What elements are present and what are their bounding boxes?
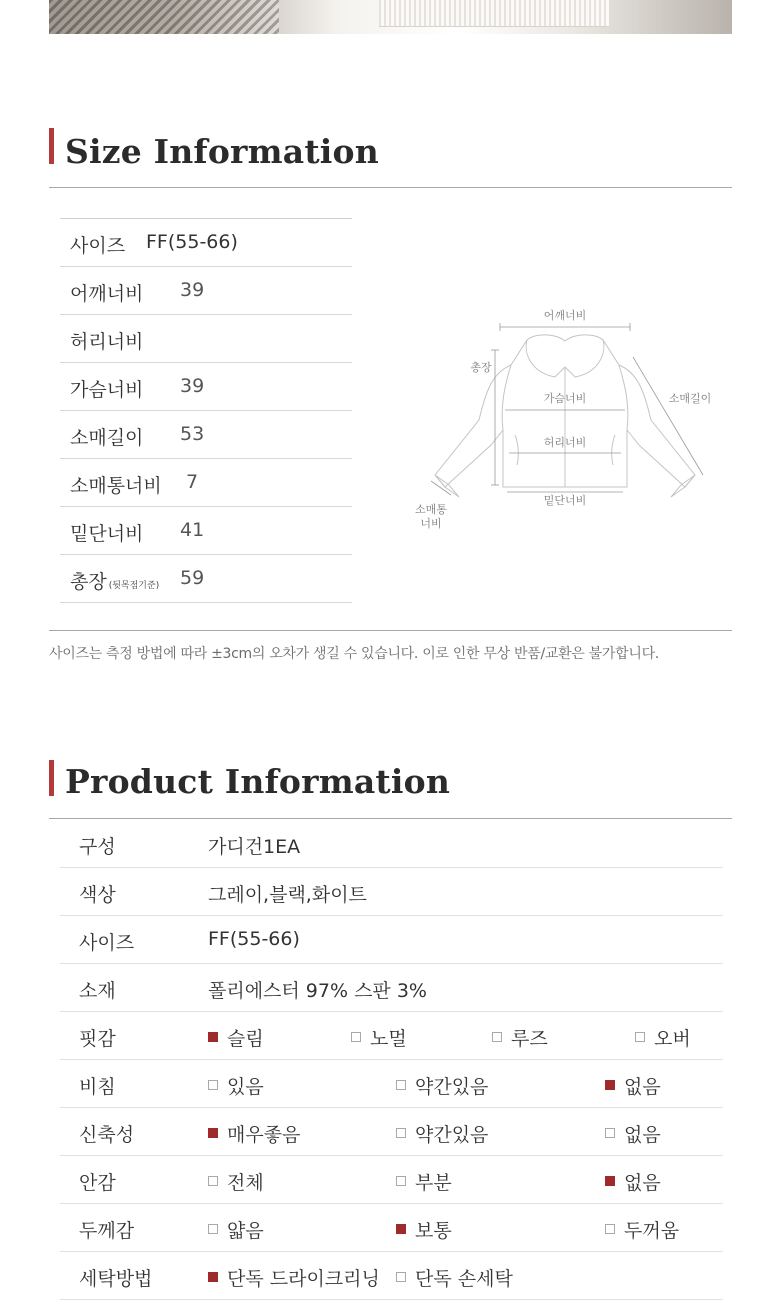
option-slightly (396, 1120, 488, 1147)
option-text: 단독 손세탁 (415, 1268, 513, 1290)
product-row-label: 신축성 (79, 1124, 135, 1146)
product-row-label: 두께감 (79, 1220, 135, 1242)
diagram-label-chest: 가슴너비 (543, 392, 587, 405)
option-medium (396, 1216, 452, 1243)
option-partial (396, 1168, 452, 1195)
size-row-cuff (60, 459, 352, 507)
diagram-label-waist: 허리너비 (543, 436, 587, 449)
size-row-waist (60, 315, 352, 363)
option-dry-clean (208, 1264, 380, 1291)
size-section-title (49, 128, 379, 176)
option-full (208, 1168, 264, 1195)
option-hand-wash (396, 1264, 513, 1291)
product-row-fit (60, 1012, 723, 1060)
size-row-label-note: (뒷목점기준) (108, 581, 160, 591)
size-title-text: Size Information (65, 132, 379, 171)
checkbox (396, 1080, 406, 1090)
option-text: 약간있음 (415, 1076, 489, 1098)
product-row-value: FF(55-66) (208, 928, 300, 950)
option-yes (208, 1072, 264, 1099)
garment-size-diagram (405, 295, 725, 545)
option-text: 오버 (654, 1028, 691, 1050)
checkbox (605, 1176, 615, 1186)
size-row-label: 사이즈 (70, 235, 126, 257)
product-row-lining (60, 1156, 723, 1204)
size-row-value: 53 (180, 423, 205, 445)
checkbox (208, 1224, 218, 1234)
product-row-color (60, 868, 723, 916)
option-text: 보통 (415, 1220, 452, 1242)
size-row-label: 허리너비 (70, 331, 144, 353)
checkbox (208, 1176, 218, 1186)
product-row-label: 세탁방법 (79, 1268, 153, 1290)
size-table (60, 218, 352, 603)
product-row-label: 안감 (79, 1172, 116, 1194)
option-very-good (208, 1120, 300, 1147)
option-slim (208, 1024, 264, 1051)
option-text: 전체 (227, 1172, 264, 1194)
product-row-value: 폴리에스터 97% 스판 3% (208, 980, 427, 1002)
option-text: 얇음 (227, 1220, 264, 1242)
checkbox (208, 1080, 218, 1090)
option-text: 없음 (624, 1076, 661, 1098)
product-table (60, 820, 723, 1300)
size-table-bottom-divider (49, 630, 732, 631)
checkbox (605, 1224, 615, 1234)
product-photo (49, 0, 732, 34)
size-row-value: FF(55-66) (146, 231, 238, 253)
size-row-sleeve (60, 411, 352, 459)
size-row-length (60, 555, 352, 603)
product-row-label: 사이즈 (79, 932, 135, 954)
product-row-value: 가디건1EA (208, 836, 301, 858)
option-slightly (396, 1072, 488, 1099)
title-accent-bar (49, 128, 54, 164)
checkbox (208, 1128, 218, 1138)
option-text: 있음 (227, 1076, 264, 1098)
product-title-text: Product Information (65, 762, 451, 801)
size-row-size (60, 219, 352, 267)
size-row-label (70, 567, 159, 594)
option-loose (492, 1024, 548, 1051)
size-row-chest (60, 363, 352, 411)
checkbox (635, 1032, 645, 1042)
size-disclaimer: 사이즈는 측정 방법에 따라 ±3cm의 오차가 생길 수 있습니다. 이로 인한 무상 반품/교환은 불가합니다. (49, 646, 659, 662)
product-row-sheerness (60, 1060, 723, 1108)
size-row-label: 소매길이 (70, 427, 144, 449)
option-none (605, 1120, 661, 1147)
option-text: 단독 드라이크리닝 (227, 1268, 380, 1290)
option-text: 루즈 (511, 1028, 548, 1050)
option-thin (208, 1216, 264, 1243)
checkbox (396, 1176, 406, 1186)
size-row-hem (60, 507, 352, 555)
diagram-label-sleeve: 소매길이 (668, 392, 712, 405)
product-row-label: 소재 (79, 980, 116, 1002)
measure-lines (431, 323, 703, 495)
product-row-label: 핏감 (79, 1028, 116, 1050)
checkbox (396, 1128, 406, 1138)
size-row-value: 39 (180, 279, 205, 301)
diagram-label-cuff-1: 소매통 (415, 503, 447, 516)
diagram-label-shoulder: 어깨너비 (543, 309, 587, 322)
size-row-value: 41 (180, 519, 205, 541)
option-normal (351, 1024, 407, 1051)
product-row-label: 비침 (79, 1076, 116, 1098)
checkbox (396, 1224, 406, 1234)
size-title-divider (49, 187, 732, 188)
checkbox (492, 1032, 502, 1042)
size-row-label: 소매통너비 (70, 475, 162, 497)
size-row-shoulder (60, 267, 352, 315)
option-over (635, 1024, 691, 1051)
title-accent-bar (49, 760, 54, 796)
product-row-label: 구성 (79, 836, 116, 858)
checkbox (208, 1272, 218, 1282)
product-row-material (60, 964, 723, 1012)
option-text: 두꺼움 (624, 1220, 680, 1242)
diagram-label-cuff-2: 너비 (420, 517, 442, 530)
checkbox (396, 1272, 406, 1282)
size-row-label: 가슴너비 (70, 379, 144, 401)
size-row-value: 39 (180, 375, 205, 397)
option-text: 슬림 (227, 1028, 264, 1050)
option-text: 약간있음 (415, 1124, 489, 1146)
product-row-size (60, 916, 723, 964)
size-row-value: 59 (180, 567, 205, 589)
checkbox (351, 1032, 361, 1042)
product-row-washing (60, 1252, 723, 1300)
option-text: 없음 (624, 1172, 661, 1194)
product-row-composition (60, 820, 723, 868)
size-row-value: 7 (186, 471, 199, 493)
knit-hem (379, 0, 609, 27)
product-row-value: 그레이,블랙,화이트 (208, 884, 367, 906)
product-row-thickness (60, 1204, 723, 1252)
option-none (605, 1072, 661, 1099)
size-row-label-text: 총장 (70, 571, 107, 593)
checkbox (208, 1032, 218, 1042)
product-title-divider (49, 818, 732, 819)
checkbox (605, 1128, 615, 1138)
diagram-label-hem: 밑단너비 (543, 494, 587, 507)
option-text: 노멀 (370, 1028, 407, 1050)
option-none (605, 1168, 661, 1195)
size-row-label: 밑단너비 (70, 523, 144, 545)
option-text: 없음 (624, 1124, 661, 1146)
product-section-title (49, 758, 450, 806)
option-thick (605, 1216, 679, 1243)
basket-texture (49, 0, 279, 34)
jacket-outline (435, 335, 695, 497)
option-text: 매우좋음 (227, 1124, 301, 1146)
checkbox (605, 1080, 615, 1090)
option-text: 부분 (415, 1172, 452, 1194)
product-row-stretch (60, 1108, 723, 1156)
product-row-label: 색상 (79, 884, 116, 906)
size-row-label: 어깨너비 (70, 283, 144, 305)
diagram-label-length: 총장 (470, 361, 492, 374)
